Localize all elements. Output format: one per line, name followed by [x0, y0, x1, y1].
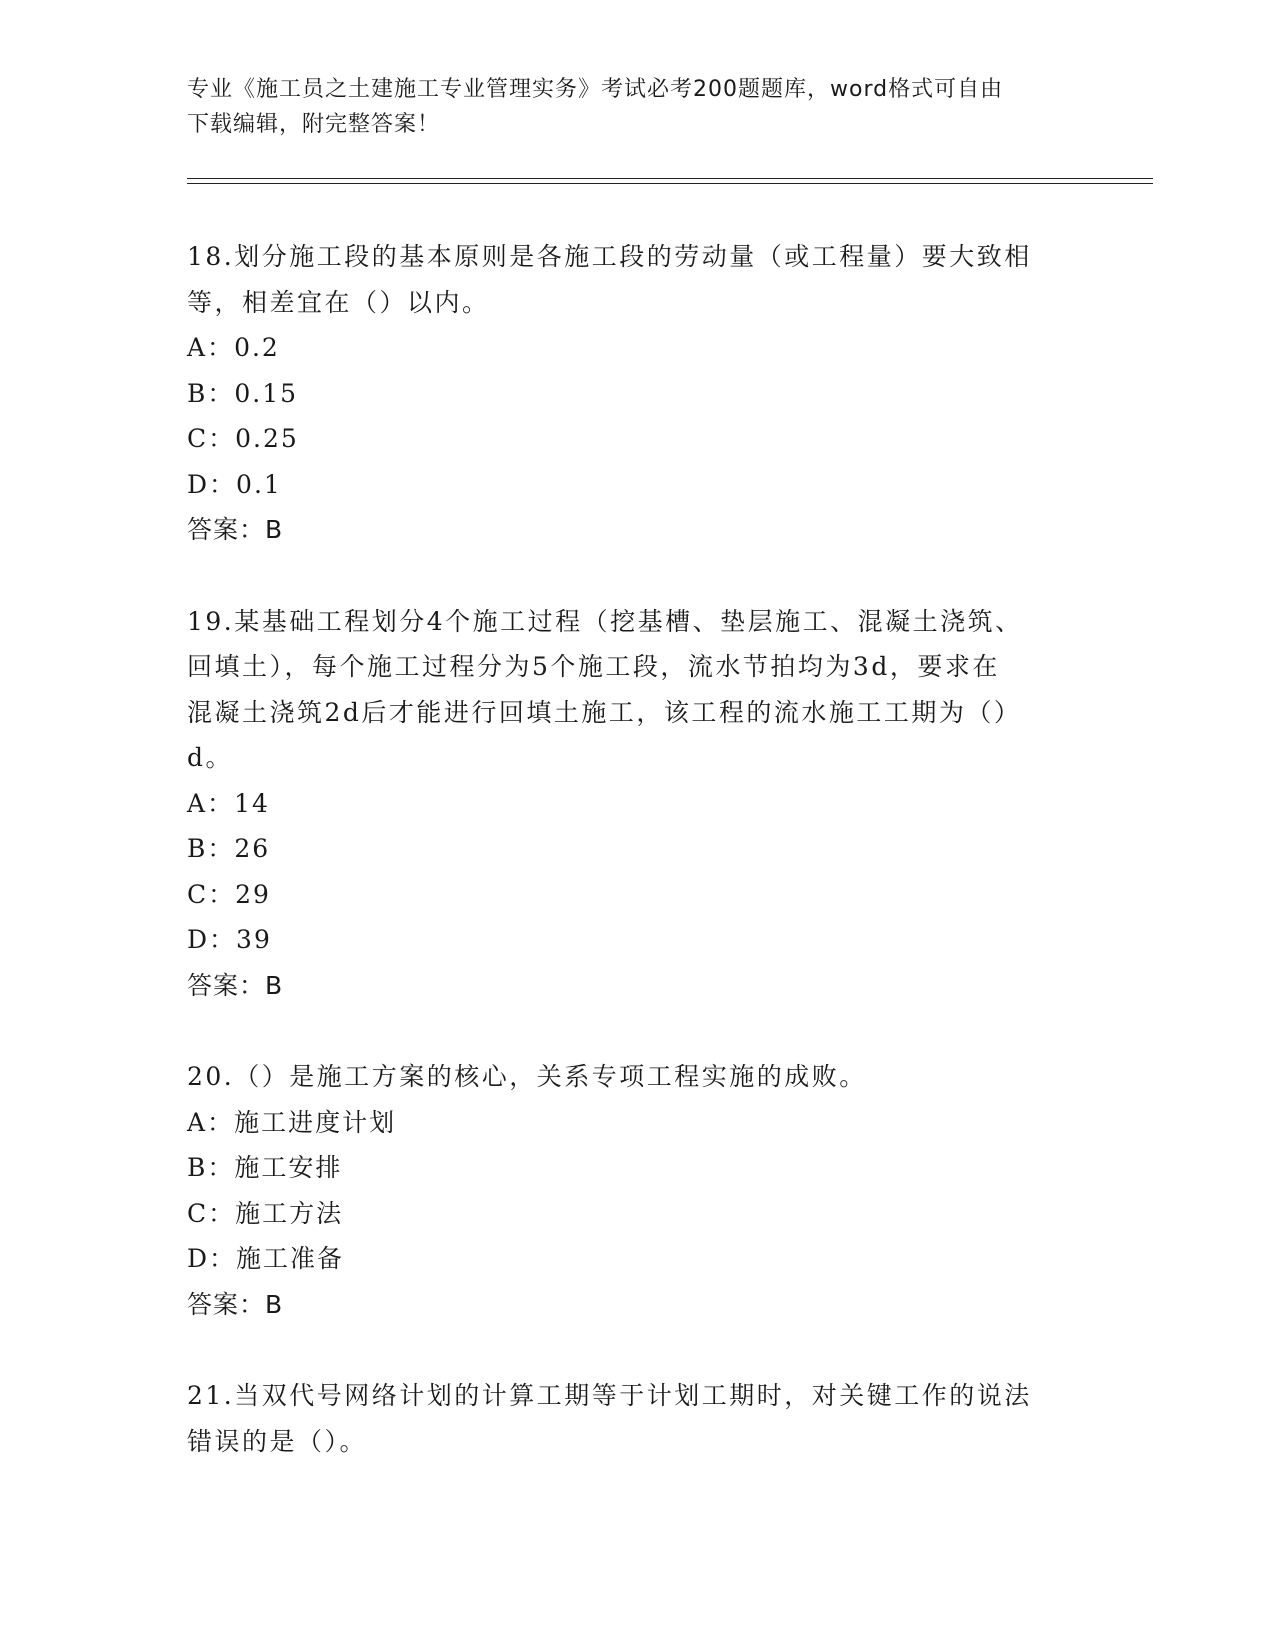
question-stem-line: 等，相差宜在（）以内。	[187, 287, 490, 317]
option-key: A：	[187, 788, 235, 818]
option-text: 0.2	[234, 333, 280, 362]
question-stem-line: 错误的是（）。	[187, 1426, 368, 1456]
question-18	[187, 234, 1087, 553]
option-text: 0.1	[236, 469, 282, 499]
option-text: 0.25	[235, 424, 299, 453]
option-key: D：	[187, 925, 237, 954]
option-text: 施工准备	[236, 1244, 345, 1273]
document-header	[187, 72, 1087, 142]
header-line-2: 下载编辑，附完整答案！	[187, 112, 441, 137]
option-key: C：	[187, 424, 236, 453]
question-20	[187, 1054, 1087, 1327]
header-divider-top	[187, 178, 1153, 179]
option-c	[187, 1191, 1087, 1237]
option-text: 39	[236, 925, 272, 954]
option-key: B：	[187, 834, 235, 863]
option-text: 施工进度计划	[234, 1107, 397, 1137]
answer-line: 答案：B	[187, 515, 284, 544]
option-d	[187, 917, 1087, 963]
option-text: 29	[235, 879, 271, 909]
option-d	[187, 462, 1087, 508]
option-a	[187, 1100, 1087, 1146]
question-list	[187, 234, 1087, 1510]
option-text: 14	[234, 788, 270, 818]
question-stem-line: 混凝土浇筑2d后才能进行回填土施工，该工程的流水施工工期为（）	[187, 697, 1022, 727]
question-stem-line: 21.当双代号网络计划的计算工期等于计划工期时，对关键工作的说法	[187, 1381, 1032, 1410]
question-stem-line: 20.（）是施工方案的核心，关系专项工程实施的成败。	[187, 1062, 867, 1091]
option-key: B：	[187, 378, 235, 408]
option-text: 施工方法	[235, 1198, 344, 1228]
option-key: B：	[187, 1153, 235, 1182]
option-key: A：	[187, 1107, 235, 1137]
option-b	[187, 371, 1087, 417]
question-19	[187, 599, 1087, 1009]
option-c	[187, 872, 1087, 918]
option-c	[187, 416, 1087, 462]
header-divider-bottom	[187, 183, 1153, 184]
option-b	[187, 826, 1087, 872]
header-line-1: 专业《施工员之土建施工专业管理实务》考试必考200题题库，word格式可自由	[187, 77, 1004, 102]
option-key: A：	[187, 333, 235, 362]
answer-line: 答案：B	[187, 1289, 284, 1319]
option-text: 0.15	[234, 378, 299, 408]
answer-line: 答案：B	[187, 970, 284, 1000]
option-a	[187, 325, 1087, 371]
option-d	[187, 1236, 1087, 1282]
option-text: 26	[234, 834, 271, 863]
option-key: D：	[187, 469, 237, 499]
option-key: D：	[187, 1244, 237, 1273]
question-stem-line: d。	[187, 743, 234, 772]
option-a	[187, 781, 1087, 827]
question-21	[187, 1373, 1087, 1464]
question-stem-line: 18.划分施工段的基本原则是各施工段的劳动量（或工程量）要大致相	[187, 242, 1032, 271]
option-key: C：	[187, 879, 236, 909]
option-key: C：	[187, 1198, 236, 1228]
question-stem-line: 19.某基础工程划分4个施工过程（挖基槽、垫层施工、混凝土浇筑、	[187, 606, 1023, 636]
option-text: 施工安排	[234, 1153, 343, 1182]
question-stem-line: 回填土），每个施工过程分为5个施工段，流水节拍均为3d，要求在	[187, 652, 1000, 681]
option-b	[187, 1145, 1087, 1191]
